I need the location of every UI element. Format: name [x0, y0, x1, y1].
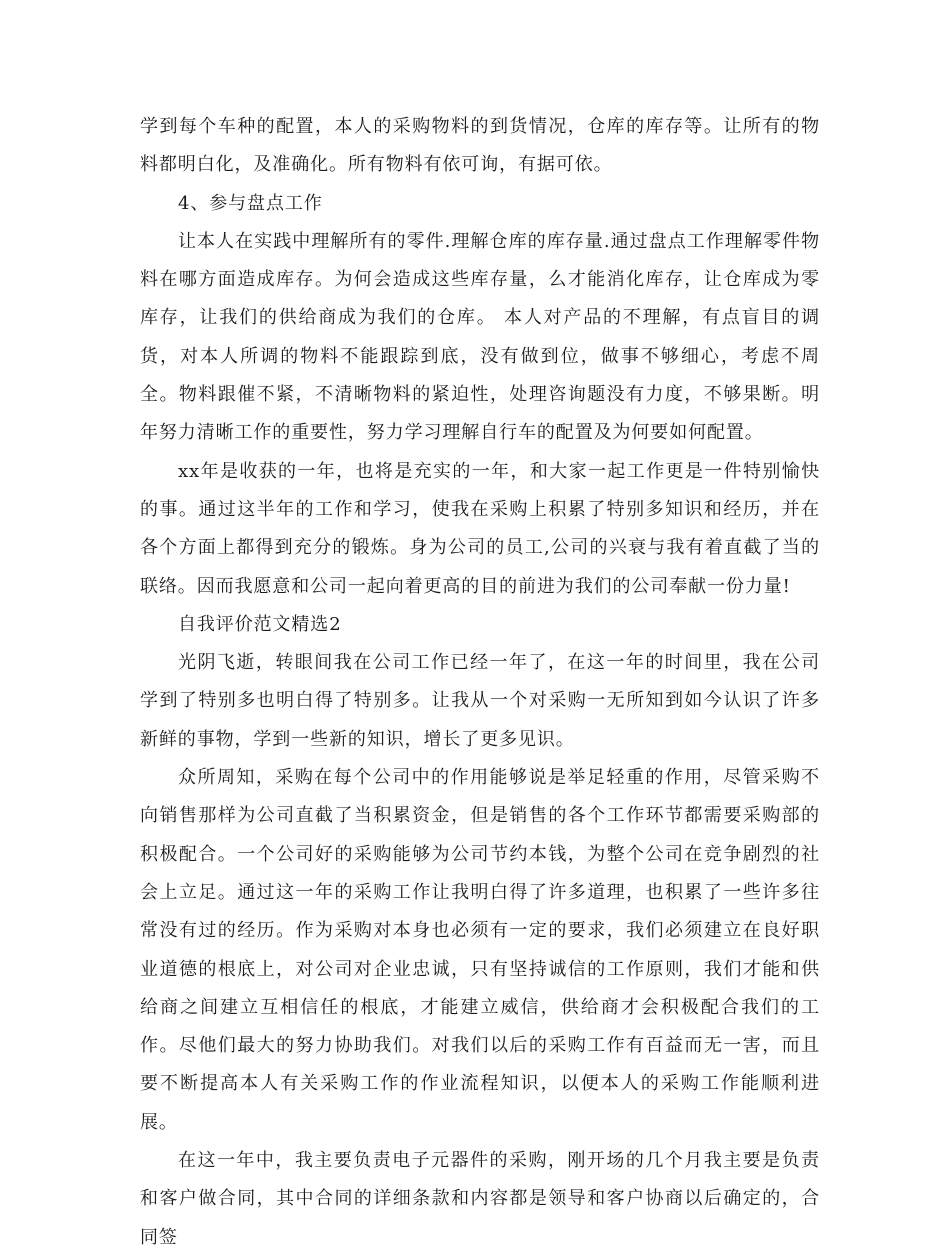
paragraph-electronic-components: 在这一年中，我主要负责电子元器件的采购，刚开场的几个月我主要是负责和客户做合同，其中合同的详细条款和内容都是领导和客户协商以后确定的，合同签: [140, 1150, 820, 1248]
paragraph-time-flies: 光阴飞逝，转眼间我在公司工作已经一年了，在这一年的时间里，我在公司学到了特别多也明白得了特别多。让我从一个对采购一无所知到如今认识了许多新鲜的事物，学到一些新的知识，增长了更多见识。: [140, 652, 820, 750]
document-body: [140, 108, 820, 1257]
paragraph-continuation: 学到每个车种的配置，本人的采购物料的到货情况，仓库的库存等。让所有的物料都明白化，及准确化。所有物料有依可询，有据可依。: [140, 116, 820, 176]
section-heading-stocktaking: 4、参与盘点工作: [178, 192, 323, 214]
paragraph-stocktaking: 让本人在实践中理解所有的零件.理解仓库的库存量.通过盘点工作理解零件物料在哪方面造成库存。为何会造成这些库存量，么才能消化库存，让仓库成为零库存，让我们的供给商成为我们的仓库。 本人对产品的不理解，有点盲目的调货，对本人所调的物料不能跟踪到底，没有做到位，做事不够细心，考虑不周全。物料跟催不紧，不清晰物料的紧迫性，处理咨询题没有力度，不够果断。明年努力清晰工作的重要性，努力学习理解自行车的配置及为何要如何配置。: [140, 230, 820, 444]
section-heading-sample-2: 自我评价范文精选2: [178, 613, 342, 635]
paragraph-purchasing-role: 众所周知，采购在每个公司中的作用能够说是举足轻重的作用，尽管采购不向销售那样为公司直截了当积累资金，但是销售的各个工作环节都需要采购部的积极配合。一个公司好的采购能够为公司节约本钱，为整个公司在竞争剧烈的社会上立足。通过这一年的采购工作让我明白得了许多道理，也积累了一些许多往常没有过的经历。作为采购对本身也必须有一定的要求，我们必须建立在良好职业道德的根底上，对公司对企业忠诚，只有坚持诚信的工作原则，我们才能和供给商之间建立互相信任的根底，才能建立威信，供给商才会积极配合我们的工作。尽他们最大的努力协助我们。对我们以后的采购工作有百益而无一害，而且要不断提高本人有关采购工作的作业流程知识，以便本人的采购工作能顺利进展。: [140, 767, 820, 1133]
paragraph-year-summary: xx年是收获的一年，也将是充实的一年，和大家一起工作更是一件特别愉快的事。通过这半年的工作和学习，使我在采购上积累了特别多知识和经历，并在各个方面上都得到充分的锻炼。身为公司的员工,公司的兴衰与我有着直截了当的联络。因而我愿意和公司一起向着更高的目的前进为我们的公司奉献一份力量!: [140, 460, 820, 597]
